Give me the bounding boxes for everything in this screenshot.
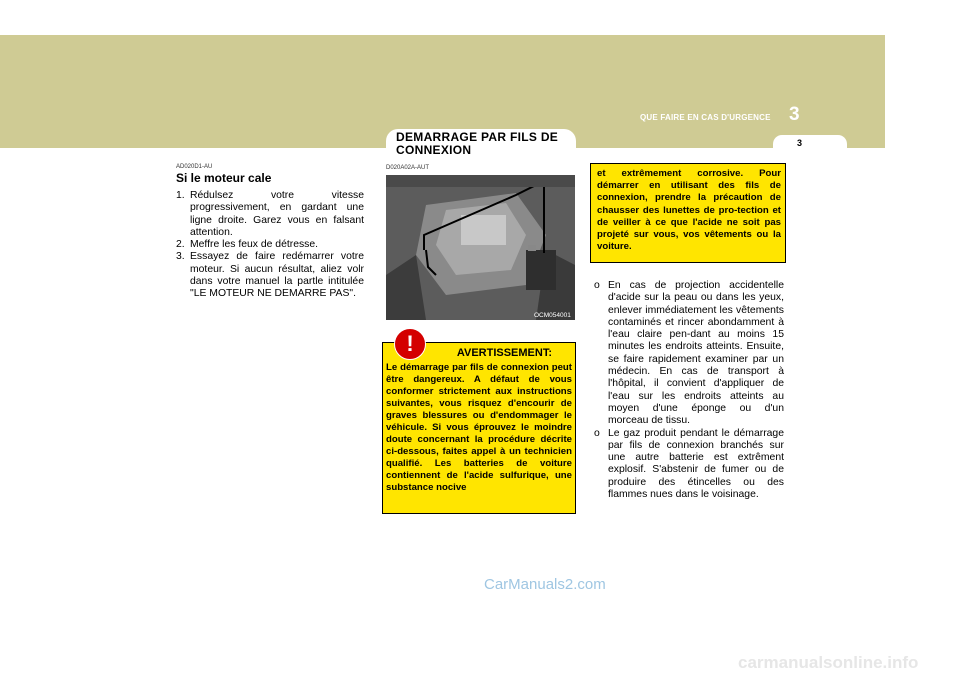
- left-section-code: AD020D1-AU: [176, 164, 213, 170]
- step-text: Meffre les feux de détresse.: [190, 239, 319, 251]
- watermark-carmanuals2[interactable]: CarManuals2.com: [484, 576, 606, 593]
- engine-bay-illustration: [386, 175, 575, 320]
- engine-bay-photo: [386, 175, 575, 320]
- bullet-marker: o: [594, 427, 600, 439]
- bullet-text: En cas de projection accidentelle d'acide sur la peau ou dans les yeux, enlever immédiatement les vêtements contaminés et rincer abondamment à l'eau claire pen-dant au moins 15 minutes les endroits atteints. Ensuite, se faire rapidement examiner par un médecin. En cas de transport à l'hôpital, il convient d'appliquer de l'eau sur les endroits atteints au moyen d'une éponge ou d'un morceau de tissu.: [608, 280, 784, 427]
- safety-bullet-list: [594, 280, 784, 501]
- watermark-carmanualsonline[interactable]: carmanualsonline.info: [738, 653, 919, 672]
- step-number: 1.: [176, 190, 185, 201]
- warning-box: [382, 342, 576, 514]
- section-heading-engine-stall: Si le moteur cale: [176, 171, 272, 185]
- list-item: [594, 280, 784, 428]
- list-item: [176, 251, 364, 300]
- page-number-tab: [773, 135, 847, 153]
- steps-list: [176, 190, 364, 301]
- step-number: 3.: [176, 251, 185, 263]
- step-number: 2.: [176, 239, 185, 251]
- step-text: Rédulsez votre vitesse progressivement, en gardant une ligne droite. Garez vous en falsant attention.: [190, 190, 364, 238]
- warning-title: AVERTISSEMENT:: [456, 347, 552, 359]
- bullet-marker: o: [594, 280, 600, 291]
- chapter-title: QUE FAIRE EN CAS D'URGENCE: [640, 113, 771, 122]
- step-text: Essayez de faire redémarrer votre moteur. Si aucun résultat, aliez volr dans votre manuel la partle intitulée "LE MOTEUR NE DEMARRE PAS".: [190, 251, 364, 300]
- list-item: [176, 190, 364, 239]
- warning-box-continued: et extrêmement corrosive. Pour démarrer en utilisant des fils de connexion, prendre la précaution de chausser des lunettes de pro-tection et de veiller à ce que l'acide ne soit pas projeté sur vous, vos vêtements ou la voiture.: [590, 163, 786, 263]
- bullet-text: Le gaz produit pendant le démarrage par fils de connexion branchés sur une autre batterie est extrêment explosif. S'abstenir de fumer ou de produire des étincelles ou des flammes nues dans le voisinage.: [608, 427, 784, 501]
- list-item: [594, 428, 784, 502]
- warning-exclamation-icon: !: [394, 328, 426, 360]
- middle-section-code: D020A02A-AUT: [386, 165, 430, 171]
- page-number: 3: [797, 138, 803, 148]
- section-title-jump-start: DEMARRAGE PAR FILS DE CONNEXION: [396, 130, 559, 157]
- warning-text: Le démarrage par fils de connexion peut être dangereux. A défaut de vous conformer strictement aux instructions suivantes, vous risquez d'encourir de graves blessures ou d'endommager le véhicule. Si vous éprouvez le moindre doute concernant la procédure décrite ci-dessous, faites appel à un technicien qualifié. Les batteries de voiture contiennent de l'acide sulfurique, une substance nocive: [386, 362, 572, 493]
- photo-reference-label: OCM054001: [534, 312, 571, 319]
- chapter-number: 3: [789, 104, 800, 125]
- list-item: [176, 239, 364, 251]
